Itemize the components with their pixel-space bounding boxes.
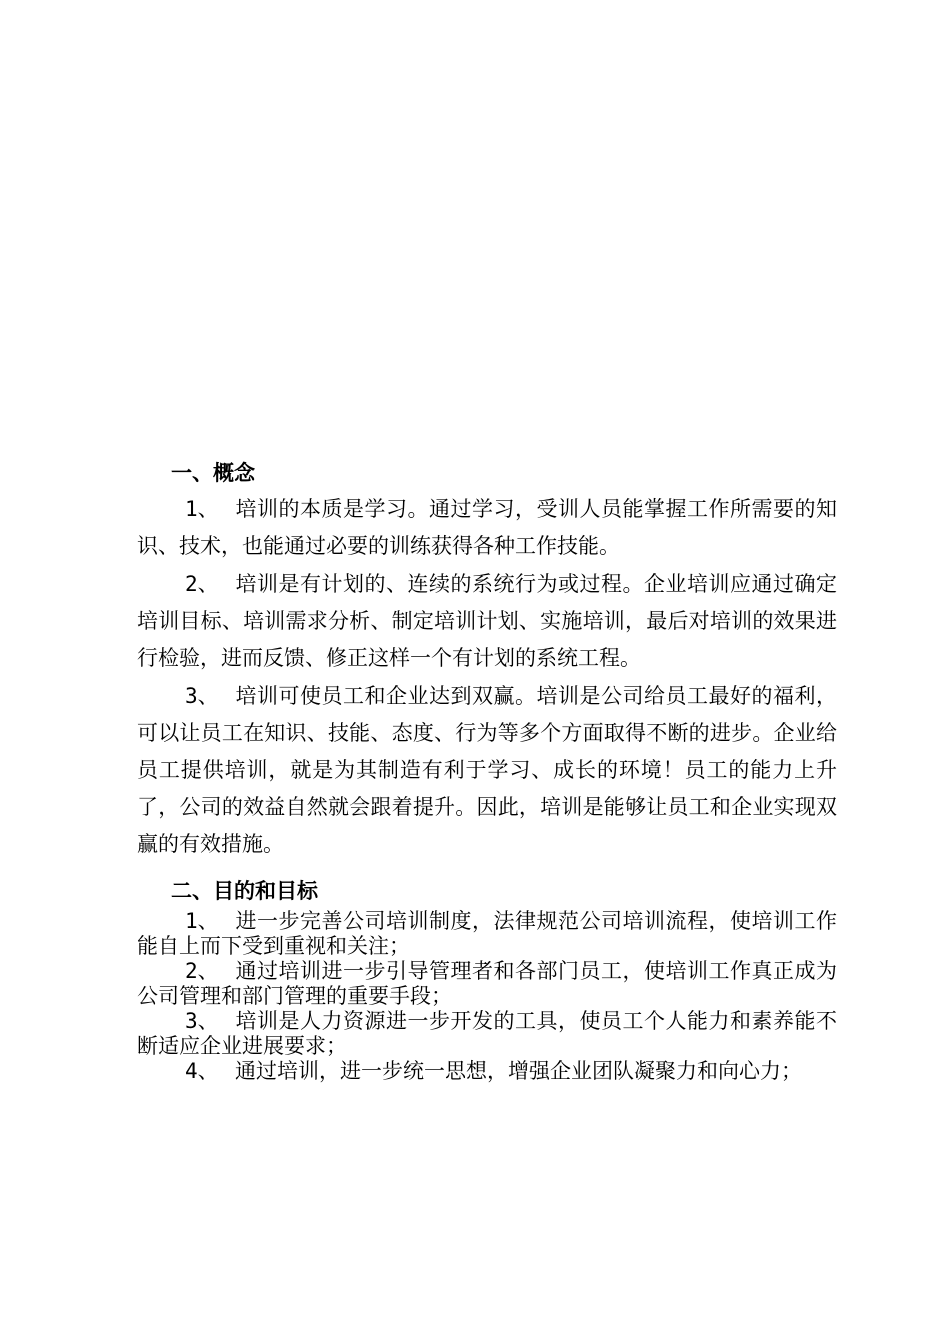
list-item [137, 678, 837, 863]
item-number: 4、 [185, 1059, 219, 1083]
section-goals [137, 873, 837, 1084]
section-heading: 一、概念 [171, 461, 255, 485]
document-body [137, 455, 837, 1084]
list-item [137, 566, 837, 677]
item-number: 3、 [185, 1009, 219, 1033]
list-item [137, 1009, 837, 1059]
item-text: 培训的本质是学习。通过学习，受训人员能掌握工作所需要的知识、技术，也能通过必要的训练获得各种工作技能。 [137, 497, 837, 558]
item-text: 通过培训进一步引导管理者和各部门员工，使培训工作真正成为公司管理和部门管理的重要手段； [137, 959, 837, 1008]
item-number: 1、 [185, 497, 219, 521]
list-item [137, 491, 837, 565]
item-text: 培训可使员工和企业达到双赢。培训是公司给员工最好的福利，可以让员工在知识、技能、态度、行为等多个方面取得不断的进步。企业给员工提供培训，就是为其制造有利于学习、成长的环境！员工的能力上升了，公司的效益自然就会跟着提升。因此，培训是能够让员工和企业实现双赢的有效措施。 [137, 684, 837, 856]
item-number: 1、 [185, 909, 219, 933]
item-text: 通过培训，进一步统一思想，增强企业团队凝聚力和向心力； [235, 1059, 802, 1083]
list-item [137, 959, 837, 1009]
item-text: 培训是人力资源进一步开发的工具，使员工个人能力和素养能不断适应企业进展要求； [137, 1009, 837, 1058]
list-item [137, 909, 837, 959]
item-number: 3、 [185, 684, 219, 708]
list-item [137, 1059, 837, 1084]
item-number: 2、 [185, 572, 219, 596]
item-number: 2、 [185, 959, 219, 983]
section-concept [137, 455, 837, 863]
item-text: 培训是有计划的、连续的系统行为或过程。企业培训应通过确定培训目标、培训需求分析、制定培训计划、实施培训，最后对培训的效果进行检验，进而反馈、修正这样一个有计划的系统工程。 [137, 572, 837, 670]
section-heading: 二、目的和目标 [171, 879, 318, 903]
item-text: 进一步完善公司培训制度，法律规范公司培训流程，使培训工作能自上而下受到重视和关注； [137, 909, 837, 958]
